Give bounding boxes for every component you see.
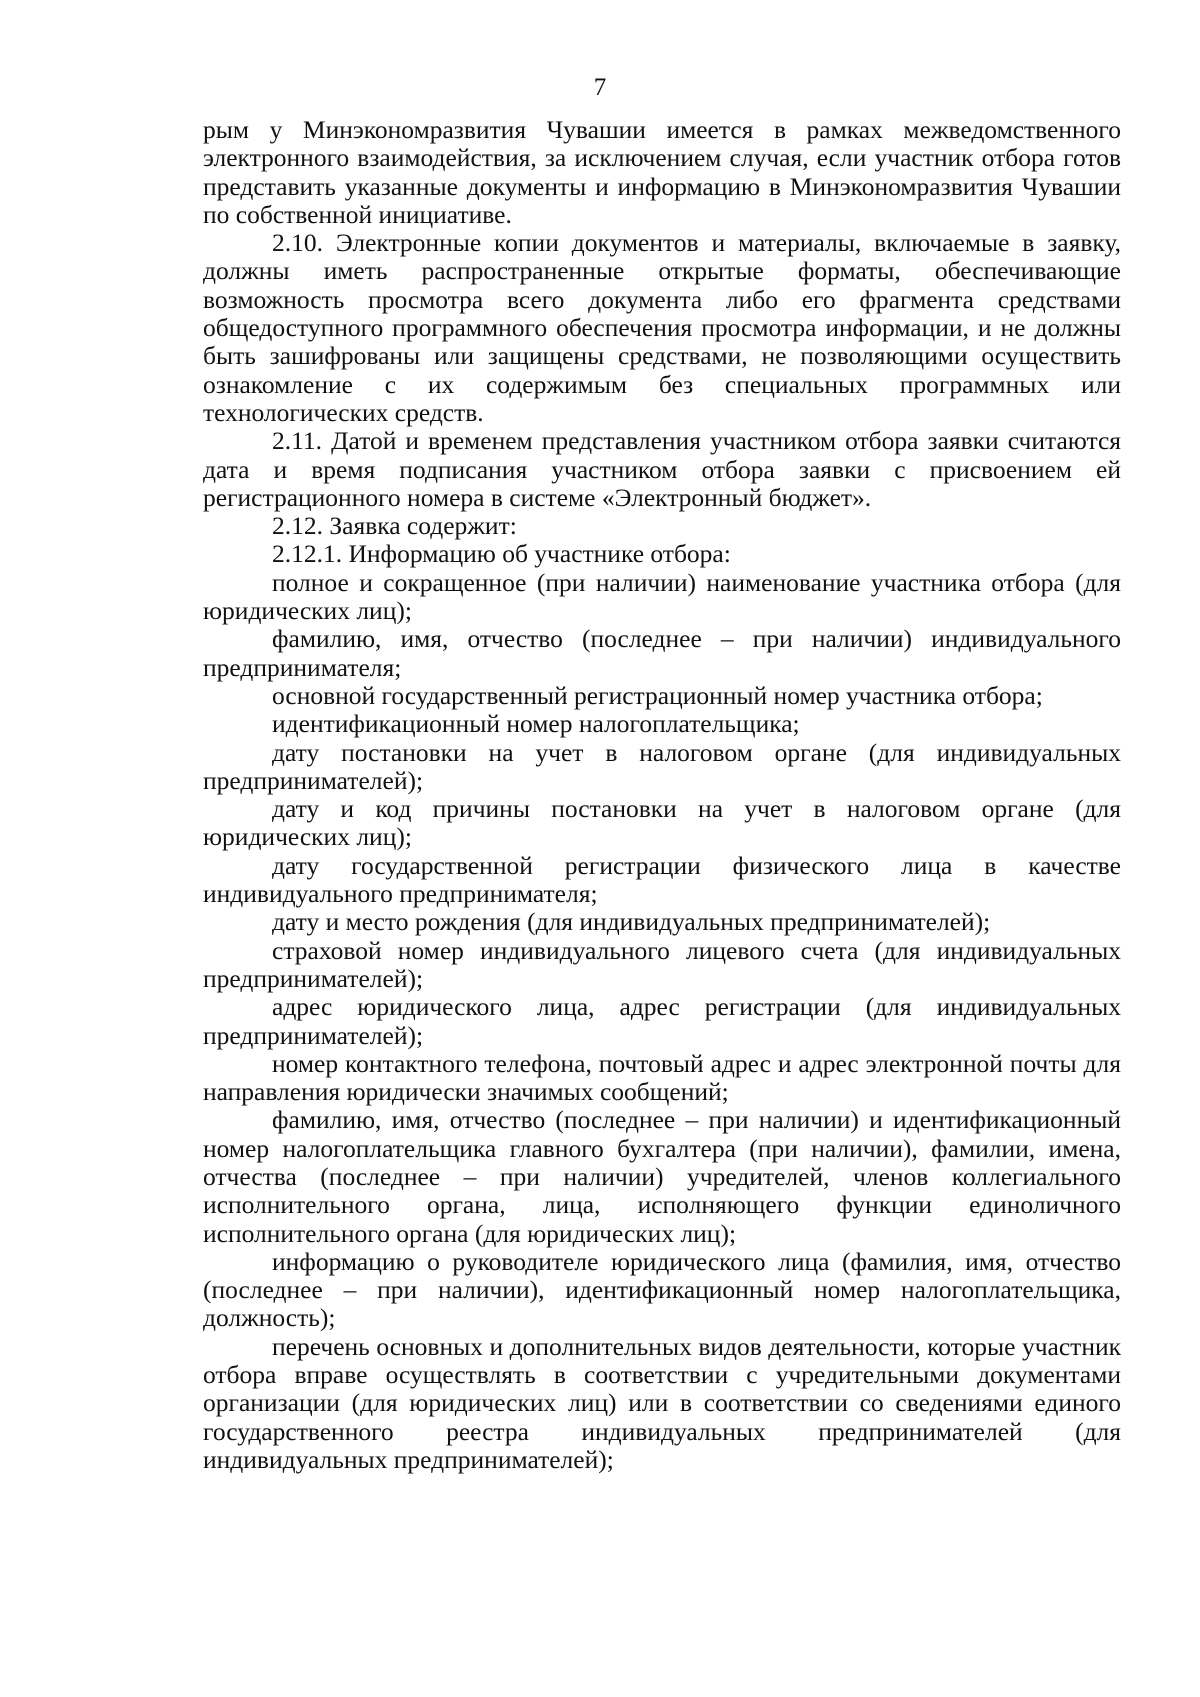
paragraph: информацию о руководителе юридического лица (фамилия, имя, отчество (последнее – при наличии), идентификационный номер налогоплательщика, должность); xyxy=(203,1246,1121,1333)
paragraph: фамилию, имя, отчество (последнее – при наличии) и идентификационный номер налогоплательщика главного бухгалтера (при наличии), фамилии, имена, отчества (последнее – при наличии) учредителей, членов коллегиального исполнительного органа, лица, исполняющего функции единоличного исполнительного органа (для юридических лиц); xyxy=(203,1105,1121,1248)
paragraph: рым у Минэкономразвития Чувашии имеется в рамках межведомственного электронного взаимодействия, за исключением случая, если участник отбора готов представить указанные документы и информацию в Минэкономразвития Чувашии по собственной инициативе. xyxy=(203,115,1121,229)
paragraph: 2.10. Электронные копии документов и материалы, включаемые в заявку, должны иметь распространенные открытые форматы, обеспечивающие возможность просмотра всего документа либо его фрагмента средствами общедоступного программного обеспечения просмотра информации, и не должны быть зашифрованы или защищены средствами, не позволяющими осуществить ознакомление с их содержимым без специальных программных или технологических средств. xyxy=(203,228,1121,427)
paragraph: дату и место рождения (для индивидуальных предпринимателей); xyxy=(272,907,991,937)
paragraph: полное и сокращенное (при наличии) наименование участника отбора (для юридических лиц); xyxy=(203,567,1121,626)
paragraph: адрес юридического лица, адрес регистрации (для индивидуальных предпринимателей); xyxy=(203,992,1121,1050)
paragraph: идентификационный номер налогоплательщика; xyxy=(272,709,800,739)
paragraph: дату и код причины постановки на учет в налоговом органе (для юридических лиц); xyxy=(203,794,1121,852)
paragraph: 2.12. Заявка содержит: xyxy=(272,511,517,541)
document-body xyxy=(203,116,1121,1474)
paragraph: фамилию, имя, отчество (последнее – при наличии) индивидуального предпринимателя; xyxy=(203,624,1121,682)
paragraph: дату государственной регистрации физического лица в качестве индивидуального предпринимателя; xyxy=(203,850,1121,909)
paragraph: страховой номер индивидуального лицевого счета (для индивидуальных предпринимателей); xyxy=(203,935,1121,993)
paragraph: номер контактного телефона, почтовый адрес и адрес электронной почты для направления юридически значимых сообщений; xyxy=(203,1048,1121,1107)
paragraph: перечень основных и дополнительных видов деятельности, которые участник отбора вправе осуществлять в соответствии с учредительными документами организации (для юридических лиц) или в соответствии со сведениями единого государственного реестра индивидуальных предпринимателей (для индивидуальных предпринимателей); xyxy=(203,1331,1121,1474)
paragraph: 2.11. Датой и временем представления участником отбора заявки считаются дата и время подписания участником отбора заявки с присвоением ей регистрационного номера в системе «Электронный бюджет». xyxy=(203,426,1121,512)
paragraph: 2.12.1. Информацию об участнике отбора: xyxy=(272,539,731,569)
paragraph: дату постановки на учет в налоговом органе (для индивидуальных предпринимателей); xyxy=(203,737,1121,795)
page-number: 7 xyxy=(593,74,607,101)
paragraph: основной государственный регистрационный номер участника отбора; xyxy=(272,680,1043,710)
